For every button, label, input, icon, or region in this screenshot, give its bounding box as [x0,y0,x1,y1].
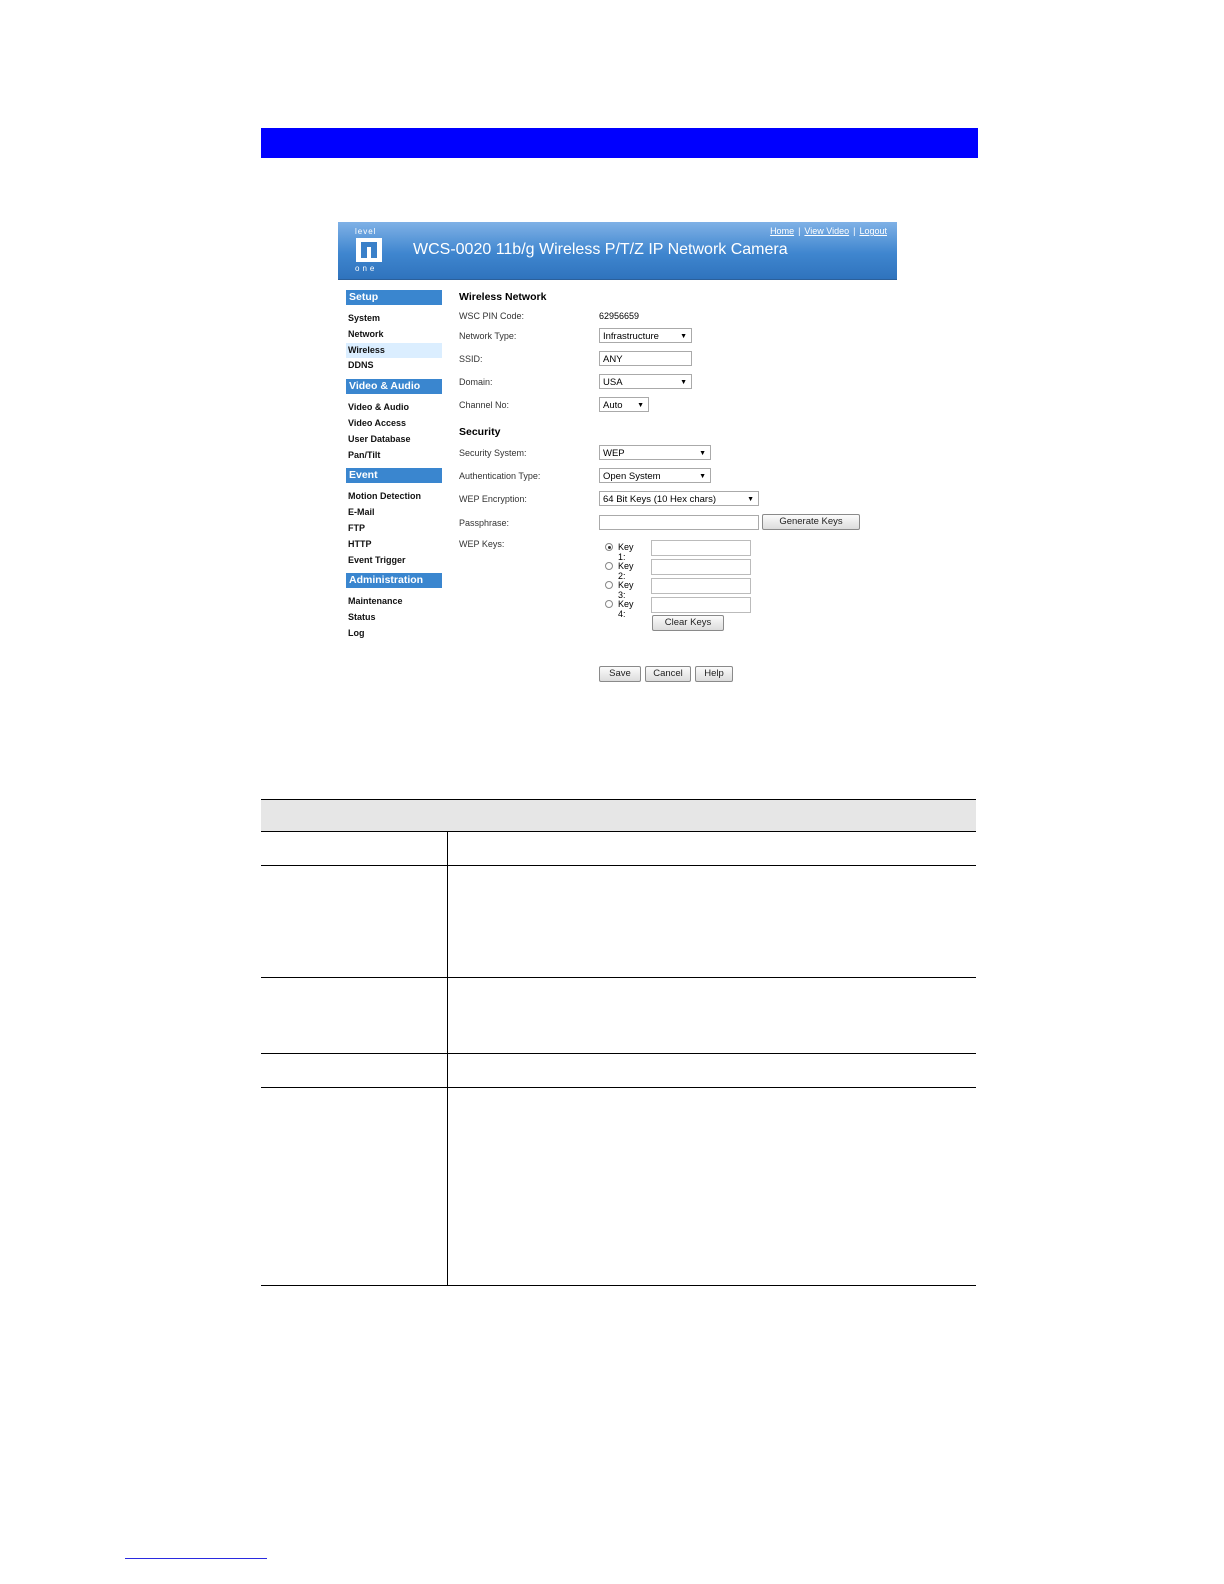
key-3-label: Key 3: [618,580,634,600]
top-links: Home | View Video | Logout [770,226,887,236]
key-1-radio[interactable] [605,543,613,551]
sidebar-item-pan-tilt[interactable]: Pan/Tilt [348,449,381,460]
table-row-divider [261,865,976,866]
table-row-divider [261,977,976,978]
chevron-down-icon: ▼ [699,473,706,480]
sidebar [346,290,442,642]
wep-keys-label: WEP Keys: [459,539,505,549]
chevron-down-icon: ▼ [699,450,706,457]
footer-link-underline [125,1558,267,1559]
sidebar-item-wireless[interactable]: Wireless [346,343,442,359]
key-2-radio[interactable] [605,562,613,570]
table-row-divider [261,1087,976,1088]
camera-ui-screenshot [338,222,898,692]
sidebar-item-ftp[interactable]: FTP [348,522,365,533]
sidebar-item-video-access[interactable]: Video Access [348,417,407,428]
chevron-down-icon: ▼ [747,496,754,503]
sidebar-item-http[interactable]: HTTP [348,538,372,549]
passphrase-input[interactable] [599,515,759,530]
key-3-input[interactable] [651,578,751,594]
security-system-label: Security System: [459,448,527,458]
sidebar-item-ddns[interactable]: DDNS [348,360,374,371]
domain-label: Domain: [459,377,493,387]
sidebar-section-event: Event [346,468,442,483]
sidebar-section-setup: Setup [346,290,442,305]
key-4-radio[interactable] [605,600,613,608]
sidebar-section-video-audio: Video & Audio [346,379,442,394]
wep-encryption-select[interactable]: 64 Bit Keys (10 Hex chars) ▼ [599,491,759,506]
home-link[interactable]: Home [770,226,795,236]
sidebar-item-log[interactable]: Log [348,627,365,638]
key-2-input[interactable] [651,559,751,575]
chevron-down-icon: ▼ [680,333,687,340]
passphrase-label: Passphrase: [459,518,510,528]
banner [338,222,897,280]
wep-encryption-label: WEP Encryption: [459,494,527,504]
sidebar-item-email[interactable]: E-Mail [348,507,375,518]
sidebar-section-administration: Administration [346,573,442,588]
key-4-input[interactable] [651,597,751,613]
sidebar-item-event-trigger[interactable]: Event Trigger [348,554,406,565]
ssid-input[interactable]: ANY [599,351,692,366]
auth-type-label: Authentication Type: [459,471,541,481]
sidebar-item-network[interactable]: Network [348,328,384,339]
security-heading: Security [459,426,501,438]
chevron-down-icon: ▼ [680,379,687,386]
key-3-radio[interactable] [605,581,613,589]
wsc-pin-value: 62956659 [599,311,640,321]
levelone-logo: level one [352,227,388,273]
sidebar-item-maintenance[interactable]: Maintenance [348,596,403,607]
key-2-label: Key 2: [618,561,634,581]
sidebar-item-system[interactable]: System [348,313,381,323]
channel-select[interactable]: Auto ▼ [599,397,649,412]
wsc-pin-label: WSC PIN Code: [459,311,525,321]
save-button[interactable]: Save [599,666,641,682]
network-type-label: Network Type: [459,331,517,341]
generate-keys-button[interactable]: Generate Keys [762,514,860,530]
security-system-select[interactable]: WEP ▼ [599,445,711,460]
channel-label: Channel No: [459,400,510,410]
table-header-row [261,799,976,832]
network-type-select[interactable]: Infrastructure ▼ [599,328,692,343]
auth-type-select[interactable]: Open System ▼ [599,468,711,483]
sidebar-item-motion-detection[interactable]: Motion Detection [348,491,421,502]
banner-title: WCS-0020 11b/g Wireless P/T/Z IP Network Camera [413,241,788,258]
wireless-network-heading: Wireless Network [459,291,547,303]
table-row-divider [261,1053,976,1054]
cancel-button[interactable]: Cancel [645,666,691,682]
key-1-label: Key 1: [618,542,634,562]
table-column-divider [447,832,448,1286]
key-4-label: Key 4: [618,599,634,619]
domain-select[interactable]: USA ▼ [599,374,692,389]
help-button[interactable]: Help [695,666,733,682]
table-bottom-border [261,1285,976,1286]
clear-keys-button[interactable]: Clear Keys [652,615,724,631]
logout-link[interactable]: Logout [859,226,887,236]
view-video-link[interactable]: View Video [804,226,850,236]
chevron-down-icon: ▼ [637,402,644,409]
sidebar-item-user-database[interactable]: User Database [348,433,411,444]
section-header-bar [261,128,978,158]
ssid-label: SSID: [459,354,483,364]
sidebar-item-status[interactable]: Status [348,612,376,623]
sidebar-item-video-audio[interactable]: Video & Audio [348,402,410,413]
key-1-input[interactable] [651,540,751,556]
